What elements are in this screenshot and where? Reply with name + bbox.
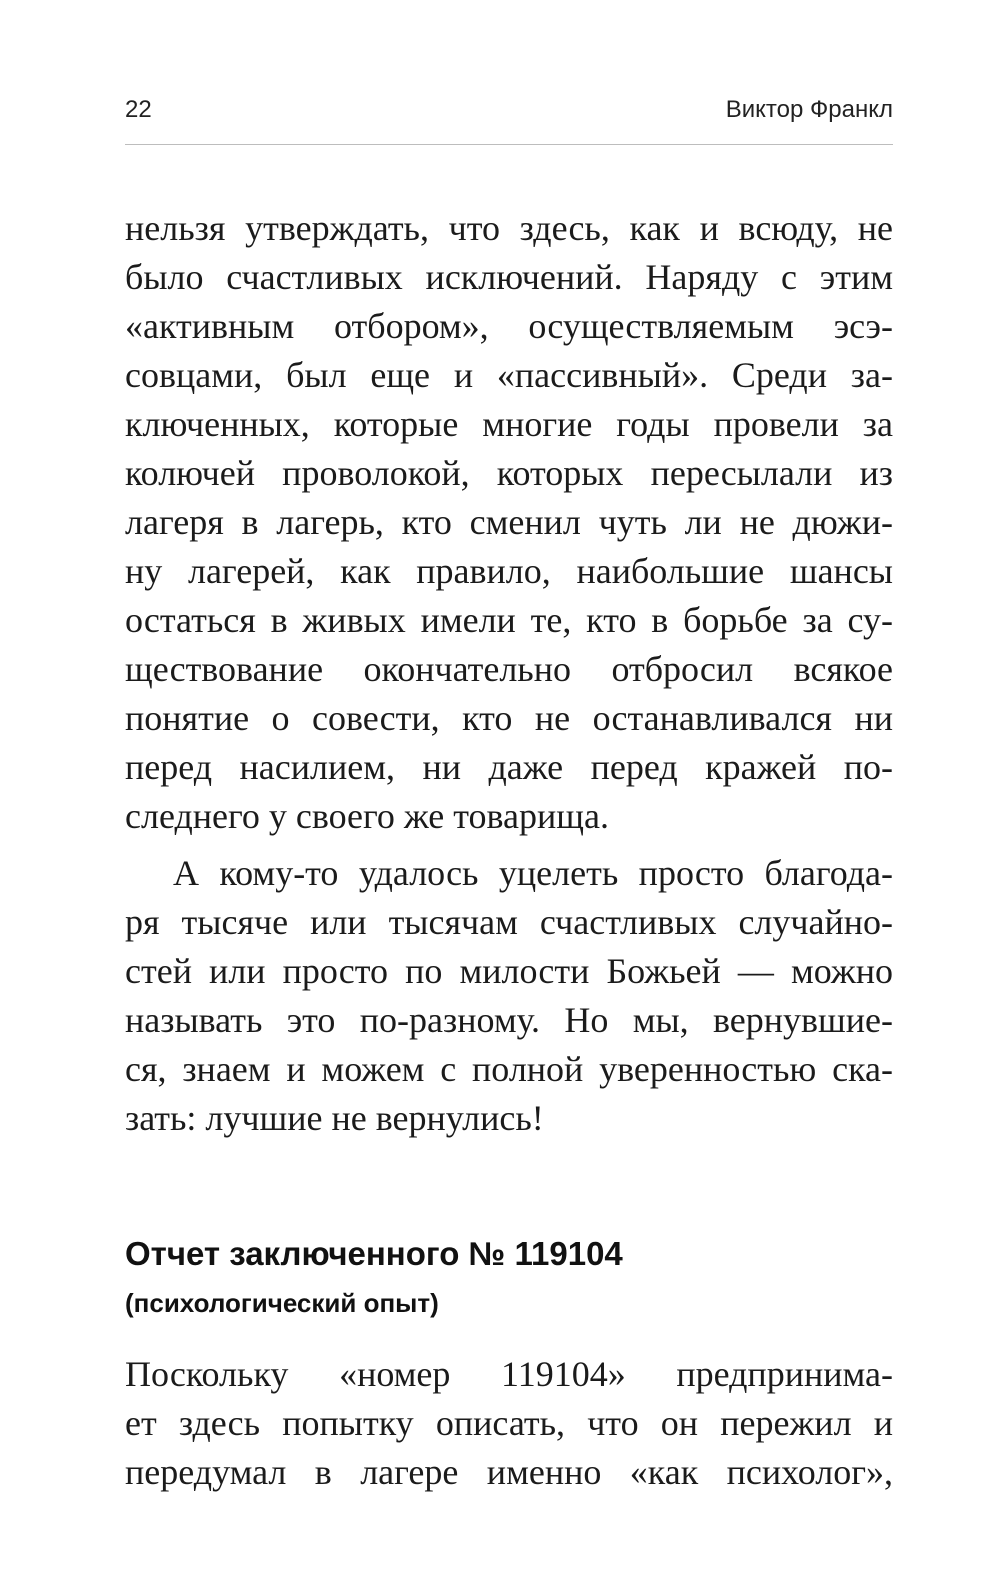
text-line: колючей проволокой, которых пересылали из <box>125 453 893 493</box>
text-line: стей или просто по милости Божьей — можно <box>125 951 893 991</box>
text-line: А кому-то удалось уцелеть просто благода- <box>173 853 893 893</box>
text-line: нельзя утверждать, что здесь, как и всюду, не <box>125 208 893 248</box>
text-line: зать: лучшие не вернулись! <box>125 1098 544 1138</box>
text-line: лагеря в лагерь, кто сменил чуть ли не дюжи- <box>125 502 893 542</box>
text-line: ну лагерей, как правило, наибольшие шансы <box>125 551 893 591</box>
text-line: ся, знаем и можем с полной уверенностью ска- <box>125 1049 893 1089</box>
header-divider <box>125 144 893 145</box>
running-head-author: Виктор Франкл <box>725 96 893 123</box>
text-line: ществование окончательно отбросил всякое <box>125 649 893 689</box>
section-subtitle: (психологический опыт) <box>125 1288 439 1318</box>
text-line: ключенных, которые многие годы провели за <box>125 404 893 444</box>
text-line: ет здесь попытку описать, что он пережил и <box>125 1403 893 1443</box>
text-line: совцами, был еще и «пассивный». Среди за- <box>125 355 893 395</box>
text-line: ря тысяче или тысячам счастливых случайно- <box>125 902 893 942</box>
running-head <box>125 96 893 132</box>
text-line: понятие о совести, кто не останавливался ни <box>125 698 893 738</box>
section-title: Отчет заключенного № 119104 <box>125 1235 623 1272</box>
text-line: остаться в живых имели те, кто в борьбе за су- <box>125 600 893 640</box>
text-line: было счастливых исключений. Наряду с этим <box>125 257 893 297</box>
text-line: перед насилием, ни даже перед кражей по- <box>125 747 893 787</box>
text-line: называть это по-разному. Но мы, вернувшие- <box>125 1000 893 1040</box>
page-number: 22 <box>125 96 152 123</box>
text-line: следнего у своего же товарища. <box>125 796 609 836</box>
text-line: передумал в лагере именно «как психолог», <box>125 1452 893 1492</box>
text-line: Поскольку «номер 119104» предпринима- <box>125 1354 893 1394</box>
text-line: «активным отбором», осуществляемым эсэ- <box>125 306 893 346</box>
